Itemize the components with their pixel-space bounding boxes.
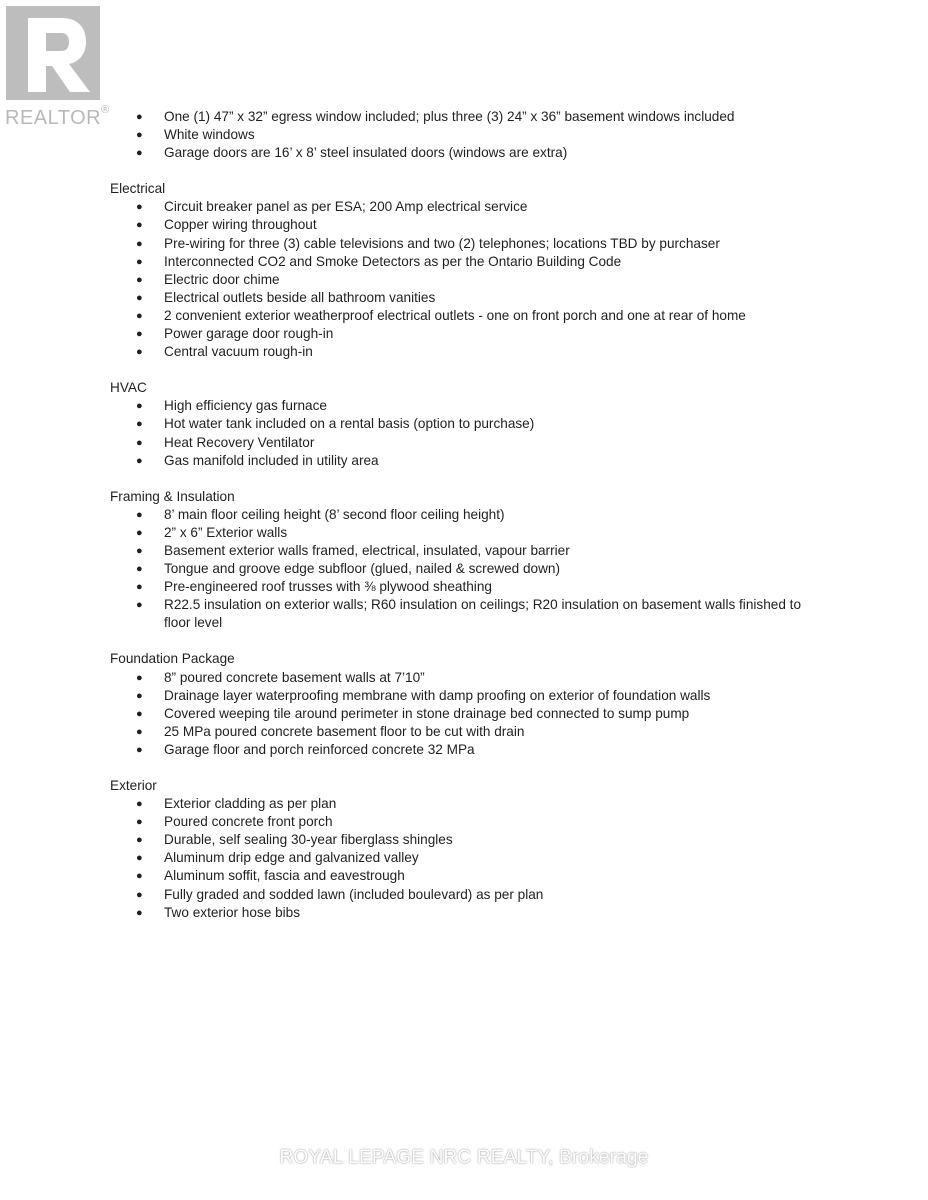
list-item-text: Garage doors are 16’ x 8’ steel insulated doors (windows are extra) <box>164 145 568 161</box>
section-heading: Framing & Insulation <box>110 488 235 504</box>
list-item-text: 25 MPa poured concrete basement floor to be cut with drain <box>164 723 525 739</box>
list-item <box>110 434 830 452</box>
list-item <box>110 253 830 271</box>
bullet-icon: ● <box>136 834 143 847</box>
section-heading: Foundation Package <box>110 651 235 667</box>
list-item-text: Two exterior hose bibs <box>164 904 301 920</box>
bullet-icon: ● <box>136 147 143 160</box>
bullet-icon: ● <box>136 309 143 322</box>
brokerage-watermark: ROYAL LEPAGE NRC REALTY, Brokerage <box>279 1147 649 1168</box>
bullet-icon: ● <box>136 273 143 286</box>
list-item <box>110 198 830 216</box>
list-item-text: Hot water tank included on a rental basis (option to purchase) <box>164 416 535 432</box>
bullet-icon: ● <box>136 454 143 467</box>
list-item-text: Pre-engineered roof trusses with ⅜ plywood sheathing <box>164 579 492 595</box>
section-heading: HVAC <box>110 380 147 396</box>
list-item <box>110 415 830 433</box>
realtor-wordmark: REALTOR® <box>5 104 110 129</box>
bullet-icon: ● <box>136 599 143 612</box>
list-item <box>110 849 830 867</box>
list-item-text: Garage floor and porch reinforced concrete 32 MPa <box>164 741 475 757</box>
list-item-text: R22.5 insulation on exterior walls; R60 insulation on ceilings; R20 insulation on basement walls finished to floor level <box>164 597 802 631</box>
bullet-icon: ● <box>136 400 143 413</box>
list-item-text: Copper wiring throughout <box>164 217 317 233</box>
bullet-icon: ● <box>136 581 143 594</box>
section-list <box>110 795 830 922</box>
bullet-icon: ● <box>136 526 143 539</box>
bullet-icon: ● <box>136 707 143 720</box>
list-item <box>110 578 830 596</box>
list-item-text: Gas manifold included in utility area <box>164 452 379 468</box>
list-item <box>110 867 830 885</box>
list-item <box>110 705 830 723</box>
bullet-icon: ● <box>136 798 143 811</box>
bullet-icon: ● <box>136 563 143 576</box>
bullet-icon: ● <box>136 291 143 304</box>
list-item <box>110 452 830 470</box>
bullet-icon: ● <box>136 436 143 449</box>
bullet-icon: ● <box>136 219 143 232</box>
list-item-text: Aluminum drip edge and galvanized valley <box>164 850 419 866</box>
list-item-text: 8” poured concrete basement walls at 7’10” <box>164 669 425 685</box>
list-item <box>110 235 830 253</box>
list-item-text: Durable, self sealing 30-year fiberglass shingles <box>164 832 453 848</box>
list-item <box>110 560 830 578</box>
list-item-text: High efficiency gas furnace <box>164 398 327 414</box>
list-item-text: Fully graded and sodded lawn (included boulevard) as per plan <box>164 886 544 902</box>
list-item-text: 8’ main floor ceiling height (8’ second floor ceiling height) <box>164 506 505 522</box>
list-item <box>110 289 830 307</box>
section-foundation-package <box>110 650 830 759</box>
list-item-text: White windows <box>164 127 255 143</box>
bullet-icon: ● <box>136 508 143 521</box>
realtor-logo <box>5 5 110 129</box>
list-item-text: Poured concrete front porch <box>164 814 333 830</box>
bullet-icon: ● <box>136 743 143 756</box>
list-item-text: Heat Recovery Ventilator <box>164 434 315 450</box>
list-item-text: 2” x 6” Exterior walls <box>164 524 288 540</box>
bullet-icon: ● <box>136 725 143 738</box>
list-item <box>110 542 830 560</box>
bullet-icon: ● <box>136 906 143 919</box>
bullet-icon: ● <box>136 201 143 214</box>
list-item-text: Power garage door rough-in <box>164 326 334 342</box>
section-electrical <box>110 180 830 361</box>
list-item <box>110 886 830 904</box>
bullet-icon: ● <box>136 328 143 341</box>
list-item <box>110 723 830 741</box>
list-item-text: Pre-wiring for three (3) cable televisions and two (2) telephones; locations TBD by purchaser <box>164 235 720 251</box>
section-hvac <box>110 379 830 469</box>
list-item <box>110 741 830 759</box>
list-item <box>110 271 830 289</box>
list-item <box>110 126 830 144</box>
list-item-text: Circuit breaker panel as per ESA; 200 Amp electrical service <box>164 199 528 215</box>
list-item-text: Electric door chime <box>164 271 280 287</box>
list-item-text: 2 convenient exterior weatherproof electrical outlets - one on front porch and one at rear of home <box>164 307 746 323</box>
list-item-text: Exterior cladding as per plan <box>164 796 337 812</box>
list-item <box>110 687 830 705</box>
bullet-icon: ● <box>136 852 143 865</box>
bullet-icon: ● <box>136 418 143 431</box>
list-item-text: Central vacuum rough-in <box>164 344 313 360</box>
list-item-text: Basement exterior walls framed, electrical, insulated, vapour barrier <box>164 542 570 558</box>
bullet-icon: ● <box>136 237 143 250</box>
list-item-text: Tongue and groove edge subfloor (glued, nailed & screwed down) <box>164 561 560 577</box>
list-item <box>110 108 830 126</box>
section-framing-insulation <box>110 488 830 633</box>
list-item <box>110 216 830 234</box>
list-item-text: Electrical outlets beside all bathroom vanities <box>164 289 436 305</box>
bullet-icon: ● <box>136 870 143 883</box>
bullet-icon: ● <box>136 255 143 268</box>
list-item <box>110 831 830 849</box>
bullet-icon: ● <box>136 671 143 684</box>
list-item <box>110 669 830 687</box>
bullet-icon: ● <box>136 129 143 142</box>
list-item <box>110 343 830 361</box>
list-item <box>110 397 830 415</box>
bullet-icon: ● <box>136 689 143 702</box>
bullet-icon: ● <box>136 111 143 123</box>
list-item-text: Aluminum soffit, fascia and eavestrough <box>164 868 405 884</box>
list-item-text: Covered weeping tile around perimeter in stone drainage bed connected to sump pump <box>164 705 690 721</box>
intro-section <box>110 108 830 162</box>
section-list <box>110 506 830 633</box>
section-list <box>110 669 830 759</box>
list-item <box>110 307 830 325</box>
bullet-icon: ● <box>136 544 143 557</box>
realtor-r-icon <box>6 6 100 100</box>
list-item <box>110 524 830 542</box>
list-item <box>110 813 830 831</box>
section-heading: Electrical <box>110 181 166 197</box>
intro-list <box>110 108 830 162</box>
list-item <box>110 325 830 343</box>
section-exterior <box>110 777 830 922</box>
section-list <box>110 397 830 469</box>
section-heading: Exterior <box>110 778 157 793</box>
list-item <box>110 596 830 632</box>
list-item <box>110 795 830 813</box>
features-document <box>110 108 830 940</box>
list-item-text: One (1) 47” x 32” egress window included; plus three (3) 24” x 36” basement windows included <box>164 109 735 124</box>
list-item <box>110 506 830 524</box>
list-item-text: Interconnected CO2 and Smoke Detectors as per the Ontario Building Code <box>164 253 622 269</box>
list-item <box>110 904 830 922</box>
list-item <box>110 144 830 162</box>
bullet-icon: ● <box>136 346 143 359</box>
list-item-text: Drainage layer waterproofing membrane with damp proofing on exterior of foundation walls <box>164 687 711 703</box>
section-list <box>110 198 830 361</box>
bullet-icon: ● <box>136 816 143 829</box>
bullet-icon: ● <box>136 888 143 901</box>
